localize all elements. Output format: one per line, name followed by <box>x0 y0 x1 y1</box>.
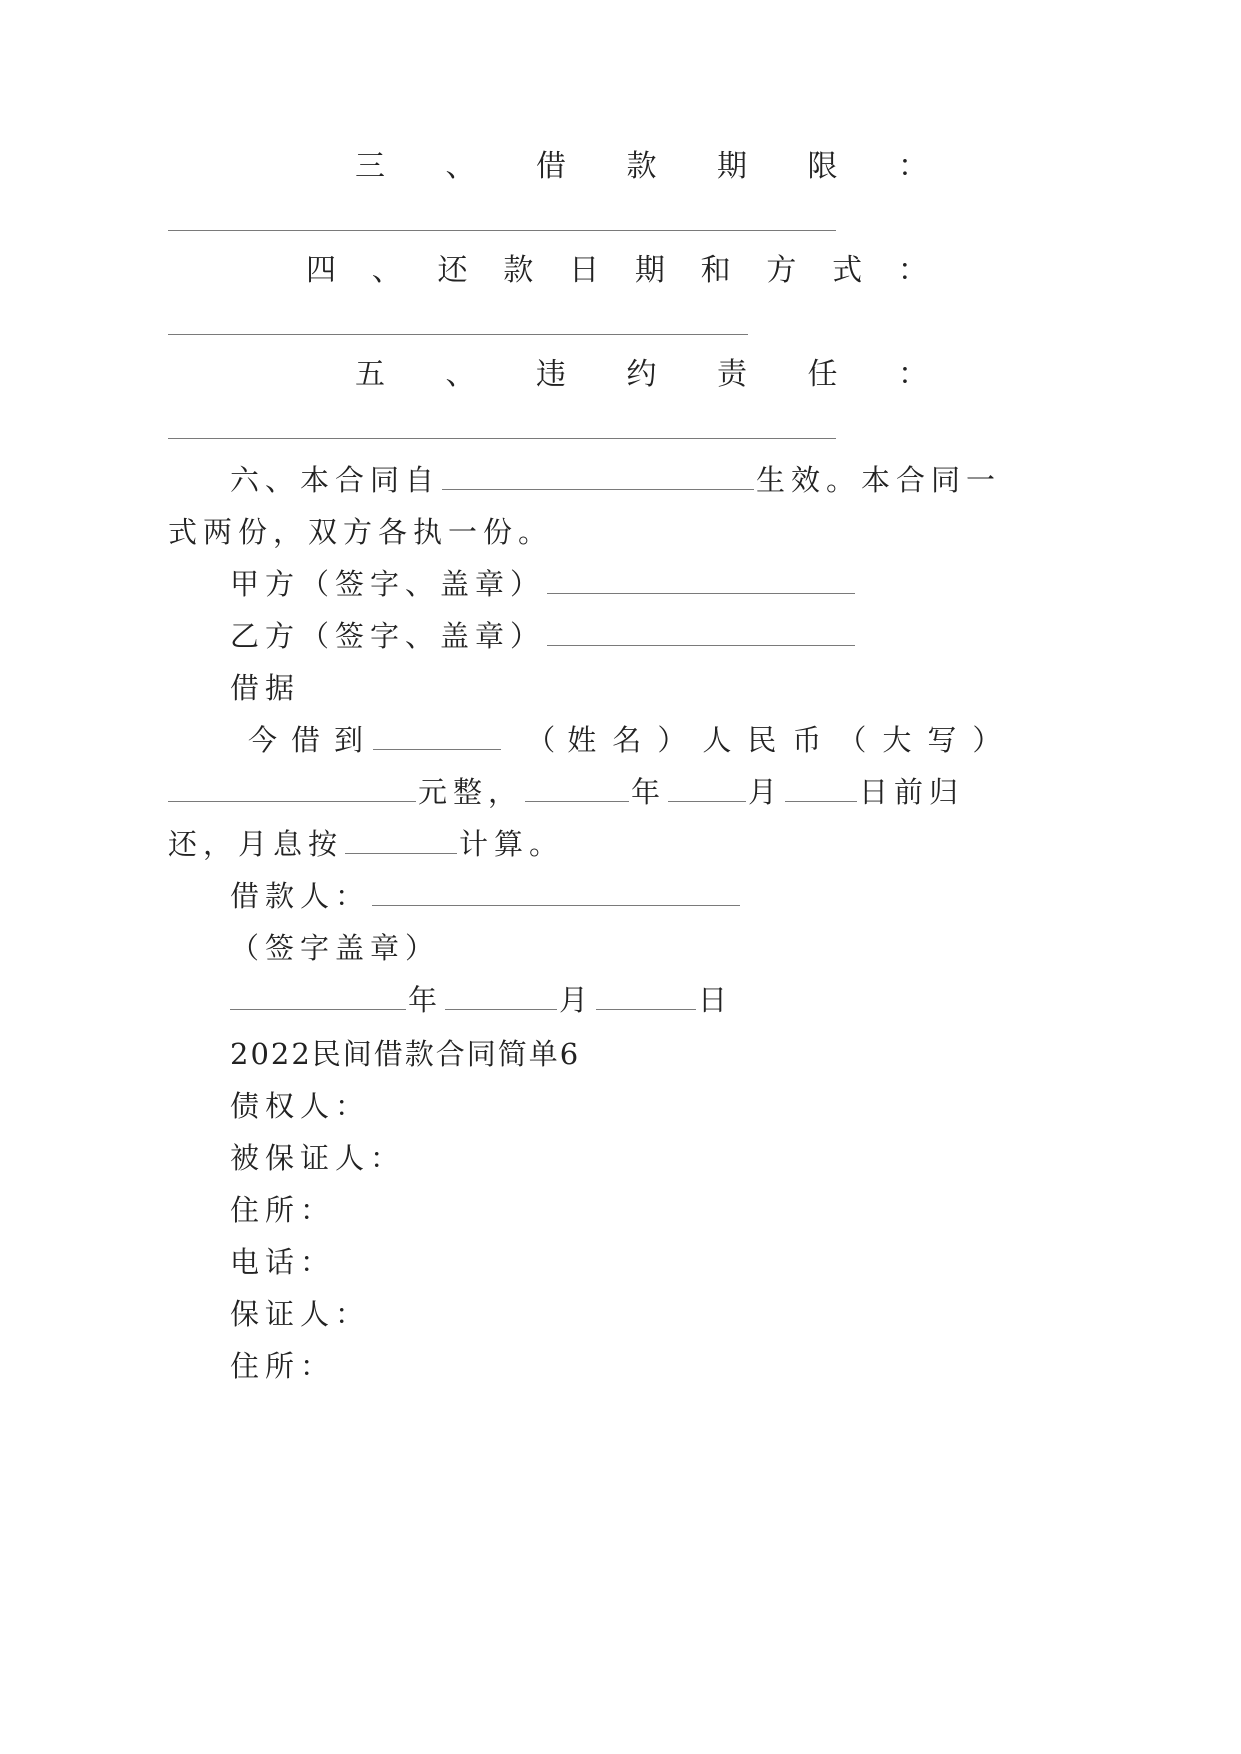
yuan-label: 元整， <box>418 775 524 809</box>
iou-word: （ <box>837 723 867 757</box>
section-4-char: 还 <box>437 253 468 288</box>
section-4-char: 款 <box>503 253 534 288</box>
section-3-char: 期 <box>717 149 747 184</box>
section-5-char: 违 <box>536 357 566 392</box>
month-label: 月 <box>748 775 784 809</box>
iou-word: 大 <box>882 723 912 757</box>
party-a-signature <box>230 564 857 604</box>
section-6-line-2: 式两份，双方各执一份。 <box>168 515 554 549</box>
section-3-char: 借 <box>536 149 566 184</box>
section-4-char: 日 <box>569 253 600 288</box>
date-line <box>230 980 733 1020</box>
iou-word: （ <box>526 723 556 757</box>
date-month-label: 月 <box>559 983 595 1017</box>
year-label: 年 <box>631 775 667 809</box>
section-4-char: 方 <box>766 253 797 288</box>
repay-day-blank[interactable] <box>785 773 857 802</box>
iou-line-3 <box>168 824 564 864</box>
date-day-label: 日 <box>698 983 734 1017</box>
borrower-line <box>230 876 742 916</box>
interest-prefix: 还，月息按 <box>168 827 344 861</box>
section-4-char: ： <box>897 253 928 288</box>
section-3-char: 、 <box>445 149 476 184</box>
date-year-label: 年 <box>408 983 444 1017</box>
party-a-label: 甲方（签字、盖章） <box>230 567 546 601</box>
section-5-heading <box>355 355 928 395</box>
iou-word: 民 <box>747 723 777 757</box>
day-before-label: 日前归 <box>859 775 965 809</box>
borrower-signature-blank[interactable] <box>372 877 740 906</box>
section-6-line-1 <box>230 460 1001 500</box>
section-4-char: 四 <box>306 253 336 288</box>
section-5-char: 约 <box>626 357 657 392</box>
iou-line-2 <box>168 772 964 812</box>
section-3-char: 三 <box>355 149 385 184</box>
iou-word: ） <box>972 723 1002 757</box>
next-contract-title: 2022民间借款合同简单6 <box>230 1037 581 1071</box>
address-field: 住所： <box>230 1193 336 1227</box>
section-4-char: 期 <box>634 253 665 288</box>
section-4-char: 式 <box>832 253 863 288</box>
section-4-char: 、 <box>371 253 402 288</box>
section-5-char: 任 <box>807 357 838 392</box>
section-3-char: 款 <box>626 149 657 184</box>
repay-year-blank[interactable] <box>525 773 629 802</box>
guaranteed-party-field: 被保证人： <box>230 1141 406 1175</box>
fill-in-line[interactable] <box>168 230 836 231</box>
party-b-label: 乙方（签字、盖章） <box>230 619 546 653</box>
section-5-char: 五 <box>355 357 385 392</box>
iou-word: 借 <box>291 723 321 757</box>
iou-word: 姓 <box>567 723 597 757</box>
repay-month-blank[interactable] <box>668 773 746 802</box>
effective-date-blank[interactable] <box>442 461 754 490</box>
section-5-char: 、 <box>445 357 476 392</box>
iou-word: 写 <box>927 723 957 757</box>
iou-word: 今 <box>248 723 278 757</box>
iou-word: 到 <box>334 723 364 757</box>
section-5-char: ： <box>898 357 928 392</box>
date-day-blank[interactable] <box>596 981 696 1010</box>
iou-word: 人 <box>702 723 732 757</box>
party-a-signature-blank[interactable] <box>547 565 855 594</box>
amount-uppercase-blank[interactable] <box>168 773 416 802</box>
monthly-interest-blank[interactable] <box>345 825 457 854</box>
iou-word: 名 <box>612 723 642 757</box>
date-year-blank[interactable] <box>230 981 406 1010</box>
iou-word: 币 <box>792 723 822 757</box>
phone-field: 电话： <box>230 1245 336 1279</box>
section-6-prefix: 六、本合同自 <box>230 463 441 497</box>
iou-title: 借据 <box>230 671 301 705</box>
sign-seal-note: （签字盖章） <box>230 931 441 965</box>
interest-suffix: 计算。 <box>459 827 565 861</box>
section-4-char: 和 <box>700 253 731 288</box>
section-3-char: ： <box>898 149 928 184</box>
party-b-signature-blank[interactable] <box>547 617 855 646</box>
party-b-signature <box>230 616 857 656</box>
borrower-label: 借款人： <box>230 879 371 913</box>
section-6-mid: 生效。本合同一 <box>756 463 1002 497</box>
section-5-char: 责 <box>717 357 747 392</box>
guarantor-field: 保证人： <box>230 1297 371 1331</box>
section-4-heading <box>306 251 928 291</box>
date-month-blank[interactable] <box>445 981 557 1010</box>
iou-word: ） <box>657 723 687 757</box>
lender-name-blank[interactable] <box>373 721 501 750</box>
section-3-char: 限 <box>807 149 838 184</box>
creditor-field: 债权人： <box>230 1089 371 1123</box>
fill-in-line[interactable] <box>168 438 836 439</box>
fill-in-line[interactable] <box>168 334 748 335</box>
guarantor-address-field: 住所： <box>230 1349 336 1383</box>
section-3-heading <box>355 147 928 187</box>
iou-line-1 <box>248 720 1001 760</box>
